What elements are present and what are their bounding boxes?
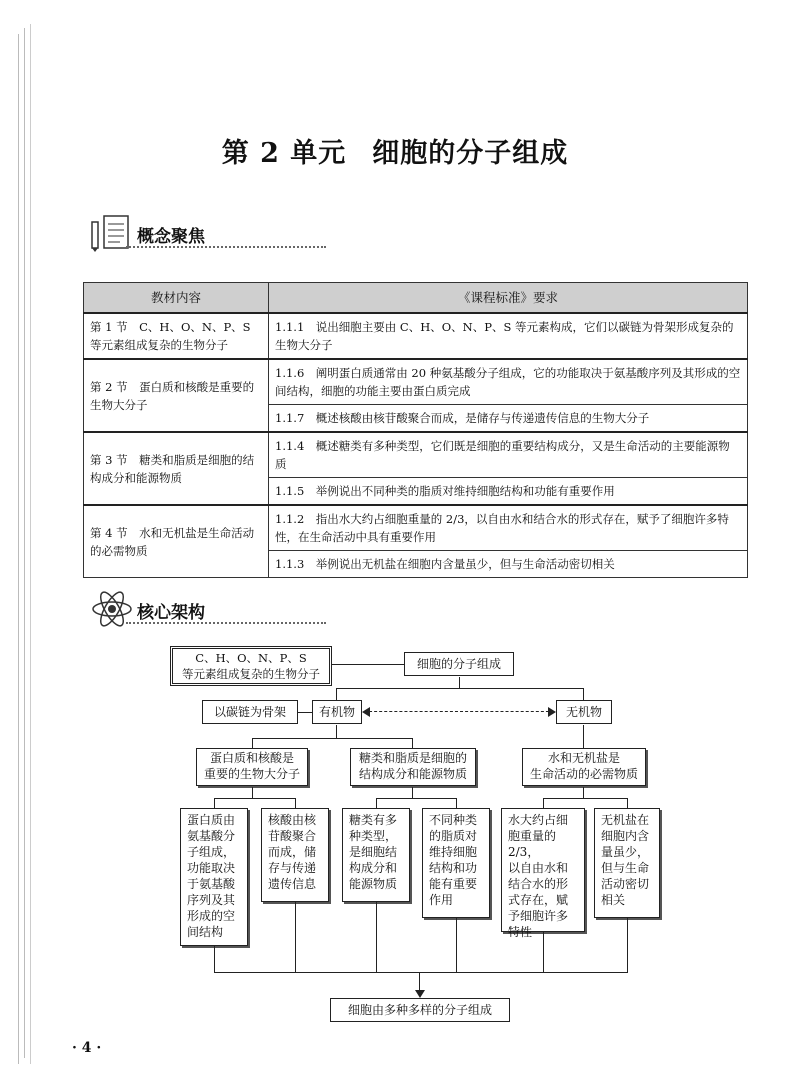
protein-detail-box: 蛋白质由 氨基酸分 子组成， 功能取决 于氨基酸 序列及其 形成的空 间结构 xyxy=(180,808,248,946)
connector-line xyxy=(456,918,457,972)
unit-number: 第 2 单元 xyxy=(221,138,347,169)
table-cell-standard: 1.1.4 概述糖类有多种类型，它们既是细胞的重要结构成分，又是生命活动的主要能源物质 xyxy=(269,432,748,478)
connector-line xyxy=(336,688,337,700)
arrow-right-icon xyxy=(548,707,556,717)
inorganic-box: 无机物 xyxy=(556,700,612,724)
table-row xyxy=(84,359,748,405)
connector-line xyxy=(419,972,420,992)
nucleic-detail-box: 核酸由核 苷酸聚合 而成，储 存与传递 遗传信息 xyxy=(261,808,329,902)
section-underline xyxy=(126,246,326,248)
connector-line xyxy=(627,798,628,808)
arrow-left-icon xyxy=(362,707,370,717)
connector-line xyxy=(456,798,457,808)
connector-line xyxy=(459,677,460,688)
water-salt-box: 水和无机盐是 生命活动的必需物质 xyxy=(522,748,646,786)
section-title: 概念聚焦 xyxy=(137,227,205,247)
table-row xyxy=(84,313,748,359)
table-row xyxy=(84,505,748,551)
connector-line xyxy=(295,798,296,808)
sugar-lipid-box: 糖类和脂质是细胞的 结构成分和能源物质 xyxy=(350,748,476,786)
page-number: · 4 · xyxy=(72,1040,102,1056)
arrow-down-icon xyxy=(415,990,425,998)
carbon-chain-box: 以碳链为骨架 xyxy=(202,700,298,724)
connector-line xyxy=(583,725,584,748)
elements-box: C、H、O、N、P、S 等元素组成复杂的生物分子 xyxy=(170,646,332,686)
connector-line xyxy=(543,798,627,799)
connector-line xyxy=(412,787,413,798)
root-box: 细胞的分子组成 xyxy=(404,652,514,676)
unit-name: 细胞的分子组成 xyxy=(372,138,569,169)
connector-line xyxy=(214,946,215,972)
table-cell-content: 第 2 节 蛋白质和核酸是重要的生物大分子 xyxy=(84,359,269,432)
table-cell-content: 第 4 节 水和无机盐是生命活动的必需物质 xyxy=(84,505,269,578)
connector-line xyxy=(543,798,544,808)
table-cell-content: 第 1 节 C、H、O、N、P、S 等元素组成复杂的生物分子 xyxy=(84,313,269,359)
table-cell-standard: 1.1.3 举例说出无机盐在细胞内含量虽少，但与生命活动密切相关 xyxy=(269,551,748,578)
connector-line xyxy=(583,688,584,700)
curriculum-table xyxy=(83,282,748,578)
connector-line xyxy=(376,798,377,808)
table-row xyxy=(84,432,748,478)
connector-line xyxy=(336,688,584,689)
connector-line xyxy=(214,798,215,808)
connector-line xyxy=(543,932,544,972)
table-cell-standard: 1.1.7 概述核酸由核苷酸聚合而成，是储存与传递遗传信息的生物大分子 xyxy=(269,405,748,433)
bottom-conclusion-box: 细胞由多种多样的分子组成 xyxy=(330,998,510,1022)
page-stack-edge xyxy=(24,28,25,1058)
connector-line xyxy=(214,798,296,799)
connector-line xyxy=(332,664,404,665)
table-cell-standard: 1.1.1 说出细胞主要由 C、H、O、N、P、S 等元素构成，它们以碳链为骨架形成复杂的生物大分子 xyxy=(269,313,748,359)
table-cell-standard: 1.1.5 举例说出不同种类的脂质对维持细胞结构和功能有重要作用 xyxy=(269,478,748,506)
table-header-row xyxy=(84,283,748,314)
salt-detail-box: 无机盐在 细胞内含 量虽少， 但与生命 活动密切 相关 xyxy=(594,808,660,918)
water-detail-box: 水大约占细 胞重量的2/3， 以自由水和 结合水的形 式存在，赋 予细胞许多 特性 xyxy=(501,808,585,932)
connector-line xyxy=(627,918,628,972)
page-stack-edge xyxy=(18,34,19,1064)
connector-line xyxy=(298,712,312,713)
connector-line xyxy=(295,902,296,972)
table-cell-content: 第 3 节 糖类和脂质是细胞的结构成分和能源物质 xyxy=(84,432,269,505)
table-cell-standard: 1.1.2 指出水大约占细胞重量的 2/3，以自由水和结合水的形式存在，赋予了细胞许多特性，在生命活动中具有重要作用 xyxy=(269,505,748,551)
header-content: 教材内容 xyxy=(84,283,269,314)
connector-line xyxy=(252,738,412,739)
table-cell-standard: 1.1.6 阐明蛋白质通常由 20 种氨基酸分子组成，它的功能取决于氨基酸序列及其形成的空间结构，细胞的功能主要由蛋白质完成 xyxy=(269,359,748,405)
connector-line xyxy=(376,902,377,972)
section-underline xyxy=(126,622,326,624)
unit-title xyxy=(0,131,790,170)
organic-box: 有机物 xyxy=(312,700,362,724)
connector-line xyxy=(412,738,413,748)
protein-nucleic-box: 蛋白质和核酸是 重要的生物大分子 xyxy=(196,748,308,786)
connector-line xyxy=(252,738,253,748)
connector-line xyxy=(336,725,337,738)
header-standards: 《课程标准》要求 xyxy=(269,283,748,314)
dashed-connector xyxy=(364,711,554,712)
connector-line xyxy=(376,798,456,799)
connector-line xyxy=(214,972,628,973)
sugar-detail-box: 糖类有多 种类型， 是细胞结 构成分和 能源物质 xyxy=(342,808,410,902)
connector-line xyxy=(583,787,584,798)
connector-line xyxy=(252,787,253,798)
lipid-detail-box: 不同种类 的脂质对 维持细胞 结构和功 能有重要 作用 xyxy=(422,808,490,918)
section-title: 核心架构 xyxy=(137,603,205,623)
